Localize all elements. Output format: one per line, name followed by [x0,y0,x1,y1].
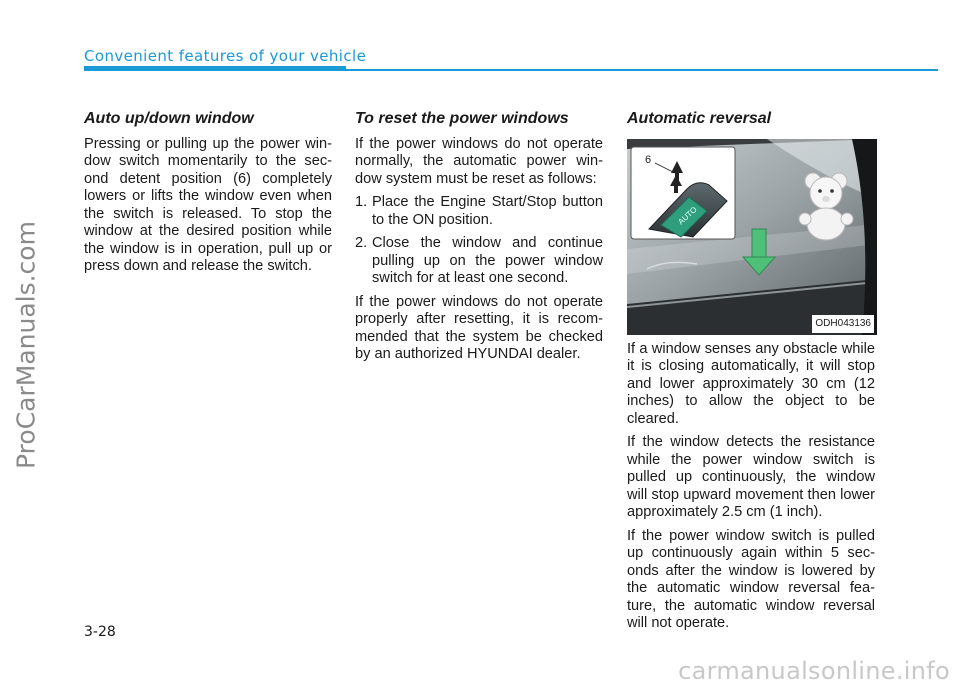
switch-inset [631,147,735,239]
list-item [355,194,603,229]
reset-steps-list [355,194,603,288]
paragraph-reversal-disabled: If the power window switch is pulled up continuously again within 5 sec-onds after the window is lowered by the automatic window reversal fea-ture, the automatic window reversal will not operate. [627,527,875,631]
header-rule [346,69,938,71]
paragraph-reset-intro: If the power windows do not operate normally, the automatic power win-dow system must be reset as follows: [355,135,603,187]
window-reversal-illustration [627,139,877,335]
paragraph-reset-closing: If the power windows do not operate properly after resetting, it is recom-mended that the system be checked by an authorized HYUNDAI dealer. [355,293,603,362]
column-automatic-reversal [627,110,875,639]
section-title: Convenient features of your vehicle [84,47,367,65]
auto-label: AUTO [676,204,699,226]
heading-reset-power-windows: To reset the power windows [355,110,569,127]
step-text: Place the Engine Start/Stop button to the ON position. [372,194,603,228]
figure-code: ODH043136 [812,315,874,333]
side-watermark-text: ProCarManuals.com [11,221,41,469]
paragraph-reversal-obstacle: If a window senses any obstacle while it is closing automatically, it will stop and lower approximately 30 cm (12 inches) to allow the object to be cleared. [627,340,875,427]
step-number: 2. [355,235,368,251]
column-auto-up-down [84,110,332,282]
header-bar-accent [84,66,346,71]
paragraph-auto-up-down: Pressing or pulling up the power win-dow switch momentarily to the sec-ond detent position (6) completely lowers or lifts the window even when the switch is released. To stop the window at the desired position while the window is in operation, pull up or press down and release the switch. [84,135,332,274]
heading-automatic-reversal: Automatic reversal [627,110,772,127]
heading-auto-up-down: Auto up/down window [84,110,254,127]
paragraph-reversal-resistance: If the window detects the resistance while the power window switch is pulled up continuously, the window will stop upward movement then lower approximately 2.5 cm (1 inch). [627,434,875,520]
column-reset-power-windows [355,110,603,370]
illustration-graphic [627,139,877,335]
list-item [355,235,603,288]
step-text: Close the window and continue pulling up on the power window switch for at least one second. [372,235,603,286]
step-number: 1. [355,194,368,210]
page-number: 3-28 [84,624,116,640]
bottom-watermark: carmanualsonline.info [678,657,950,685]
callout-number: 6 [645,153,652,166]
